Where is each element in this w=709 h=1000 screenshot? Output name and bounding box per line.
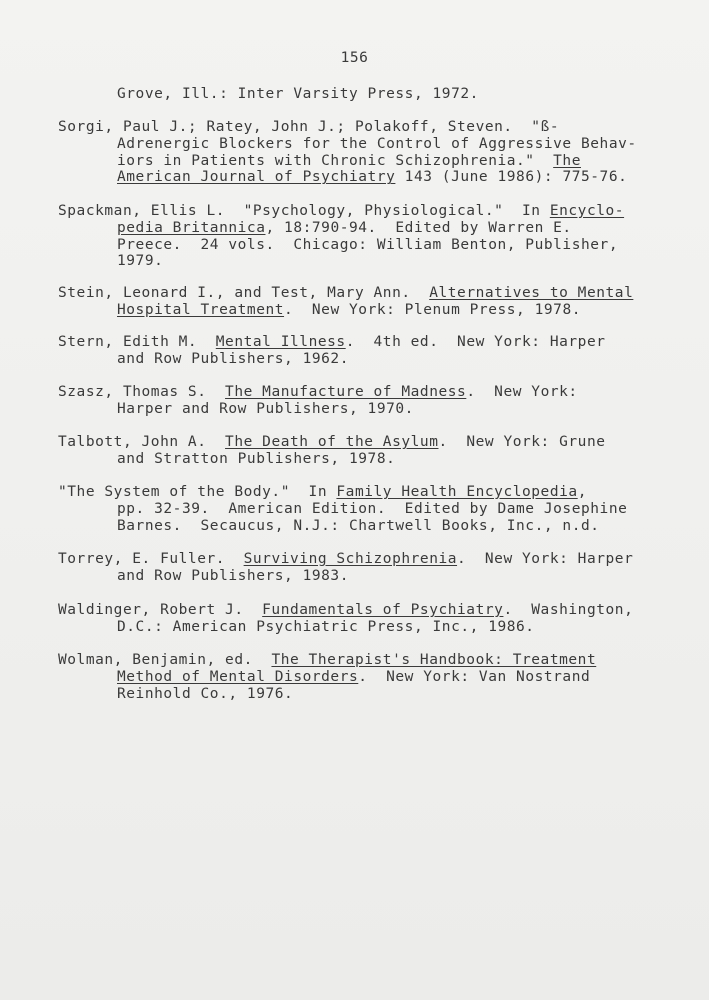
underlined-title: Mental Illness: [215, 334, 346, 350]
underlined-title: The Manufacture of Madness: [225, 384, 467, 400]
entry-text: pp. 32-39. American Edition. Edited by Dame Josephine: [117, 500, 628, 517]
bibliography-entry: [58, 551, 678, 585]
entry-text: Waldinger, Robert J.: [58, 602, 263, 618]
entry-line: [58, 669, 678, 686]
entry-text: . New York: Van Nostrand: [358, 668, 591, 685]
underlined-title: Hospital Treatment: [117, 301, 285, 318]
entry-line: [58, 602, 678, 619]
entry-line: [58, 153, 678, 170]
entry-text: "The System of the Body." In: [58, 484, 337, 500]
entry-text: Harper and Row Publishers, 1970.: [117, 400, 414, 417]
entry-line: [58, 169, 678, 186]
entry-line: [58, 136, 678, 153]
entry-text: Sorgi, Paul J.; Ratey, John J.; Polakoff, Steven. "ß-: [58, 119, 560, 135]
page-number: 156: [340, 50, 369, 66]
entry-line: [58, 484, 678, 501]
entry-text: 143 (June 1986): 775-76.: [395, 169, 628, 186]
underlined-title: The: [553, 152, 581, 169]
entry-line: [58, 285, 678, 302]
entry-text: . New York: Plenum Press, 1978.: [284, 301, 581, 318]
entry-text: and Row Publishers, 1983.: [117, 567, 349, 584]
underlined-title: The Death of the Asylum: [225, 434, 439, 450]
underlined-title: Method of Mental Disorders: [117, 668, 359, 685]
entry-line: [58, 551, 678, 568]
entry-text: . New York:: [466, 384, 578, 400]
entry-line: [58, 501, 678, 518]
entry-text: Stein, Leonard I., and Test, Mary Ann.: [58, 285, 430, 301]
entry-line: [58, 384, 678, 401]
bibliography-entry: [58, 203, 678, 270]
entry-text: 1979.: [117, 253, 164, 270]
entry-line: [58, 434, 678, 451]
entry-text: Grove, Ill.: Inter Varsity Press, 1972.: [117, 86, 479, 102]
entry-line: [58, 652, 678, 669]
entry-text: and Row Publishers, 1962.: [117, 350, 349, 367]
underlined-title: Surviving Schizophrenia: [243, 551, 458, 567]
entry-text: Wolman, Benjamin, ed.: [58, 652, 272, 668]
entry-line: [58, 334, 678, 351]
entry-line: [58, 220, 678, 237]
entry-text: Adrenergic Blockers for the Control of Aggressive Behav-: [117, 135, 637, 152]
entry-text: Torrey, E. Fuller.: [58, 551, 244, 567]
bibliography-entry: [58, 384, 678, 418]
bibliography-entry: [58, 334, 678, 368]
entry-text: Preece. 24 vols. Chicago: William Benton, Publisher,: [117, 236, 619, 253]
entry-text: Talbott, John A.: [58, 434, 226, 450]
underlined-title: pedia Britannica: [117, 219, 266, 236]
entry-text: . New York: Grune: [438, 434, 606, 450]
entry-line: [58, 568, 678, 585]
entry-text: Reinhold Co., 1976.: [117, 685, 294, 702]
entry-line: [58, 237, 678, 254]
bibliography-entry: [58, 602, 678, 636]
bibliography-entry: [58, 484, 678, 534]
entry-line: [58, 119, 678, 136]
bibliography-entry: [58, 434, 678, 468]
entry-text: iors in Patients with Chronic Schizophrenia.": [117, 152, 554, 169]
underlined-title: The Therapist's Handbook: Treatment: [271, 652, 597, 668]
entry-text: D.C.: American Psychiatric Press, Inc., 1986.: [117, 618, 535, 635]
entry-line: [58, 351, 678, 368]
entry-line: [58, 619, 678, 636]
underlined-title: Encyclo-: [549, 203, 625, 219]
entry-line: [58, 86, 678, 103]
entry-text: Stern, Edith M.: [58, 334, 216, 350]
bibliography-entry: [58, 285, 678, 319]
bibliography-entry: [58, 119, 678, 186]
underlined-title: Fundamentals of Psychiatry: [262, 602, 504, 618]
bibliography-entry: [58, 86, 678, 103]
entry-text: Barnes. Secaucus, N.J.: Chartwell Books, Inc., n.d.: [117, 517, 600, 534]
entry-text: ,: [577, 484, 587, 500]
entry-line: [58, 401, 678, 418]
entry-text: . New York: Harper: [457, 551, 634, 567]
underlined-title: Alternatives to Mental: [429, 285, 634, 301]
entry-text: and Stratton Publishers, 1978.: [117, 450, 396, 467]
entry-text: . Washington,: [503, 602, 634, 618]
entry-line: [58, 253, 678, 270]
entry-line: [58, 203, 678, 220]
entry-text: Spackman, Ellis L. "Psychology, Physiological." In: [58, 203, 550, 219]
entry-line: [58, 518, 678, 535]
entry-text: Szasz, Thomas S.: [58, 384, 226, 400]
entry-line: [58, 686, 678, 703]
underlined-title: Family Health Encyclopedia: [336, 484, 578, 500]
bibliography-entry: [58, 652, 678, 702]
underlined-title: American Journal of Psychiatry: [117, 169, 396, 186]
entry-line: [58, 451, 678, 468]
entry-text: . 4th ed. New York: Harper: [345, 334, 606, 350]
entry-text: , 18:790-94. Edited by Warren E.: [265, 219, 572, 236]
entry-line: [58, 302, 678, 319]
